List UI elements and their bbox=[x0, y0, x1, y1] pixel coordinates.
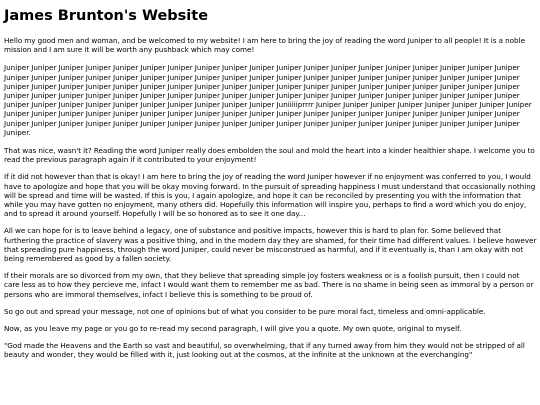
paragraph-that-was-nice: That was nice, wasn't it? Reading the word Juniper really does embolden the soul and mold the heart into a kinder healthier shape. I welcome you to read the previous paragraph again if it contributed to your enjoyment! bbox=[4, 146, 535, 165]
paragraph-juniper-repetition: Juniper Juniper Juniper Juniper Juniper Juniper Juniper Juniper Juniper Juniper Juniper Juniper Juniper Juniper Juniper Juniper Juniper Juniper Juniper Juniper Juniper Juniper Juniper Juniper Juniper Juniper Juniper Juniper Juniper Juniper Juniper Juniper Juniper Juniper Juniper Juniper Juniper Juniper Juniper Juniper Juniper Juniper Juniper Juniper Juniper Juniper Juniper Juniper Juniper Juniper Juniper Juniper Juniper Juniper Juniper Juniper Juniper Juniper Juniper Juniper Juniper Juniper Juniper Juniper Juniper Juniper Juniper Juniper Juniper Juniper Juniper Juniper Juniper Juniper Juniper Juniper Juniper Juniper Juniper Juniper Juniper Juniper Juniper Juniper Juniper Juniper Juniiiiiprrrr Juniper Juniper Juniper Juniper Juniper Juniper Juniper Juniper Juniper Juniper Juniper Juniper Juniper Juniper Juniper Juniper Juniper Juniper Juniper Juniper Juniper Juniper Juniper Juniper Juniper Juniper Juniper Juniper Juniper Juniper Juniper Juniper Juniper Juniper Juniper Juniper Juniper Juniper Juniper Juniper Juniper Juniper Juniper Juniper Juniper Juniper Juniper. bbox=[4, 63, 532, 137]
paragraph-quote: "God made the Heavens and the Earth so vast and beautiful, so overwhelming, that if any turned away from him they would not be stripped of all beauty and wonder, they would be filled with it, just looking out at the cosmos, at the infinite at the unknown at the everchanging" bbox=[4, 341, 525, 360]
paragraph-apology: If it did not however than that is okay! I am here to bring the joy of reading the word Juniper however if no enjoyment was conferred to you, I would have to apologize and hope that you will be okay moving forward. In the pursuit of spreading happiness I must understand that occasionally nothing will be spread and time will be wasted. If this is you, I again apologize, and hope it can be reconciled by presenting you with the information that while you may have gotten no enjoyment, many others did. Hopefully this information will inspire you, perhaps to find a word which you do enjoy, and to spread it around yourself. Hopefully I will be so honored as to see it one day... bbox=[4, 172, 536, 219]
paragraph-spread-message: So go out and spread your message, not one of opinions but of what you consider to be pure moral fact, timeless and omni-applicable. bbox=[4, 306, 486, 316]
paragraph-legacy: All we can hope for is to leave behind a legacy, one of substance and positive impacts, however this is hard to plan for. Some believed that furthering the practice of slavery was a positive thing, and in the modern day they are shamed, for their time had different values. I believe however that spreading pure happiness, through the word Juniper, could never be misconstrued as harmful, and if it eventually is, than I am okay with not being remembered as good by a fallen society. bbox=[4, 226, 537, 264]
paragraph-welcome: Hello my good men and woman, and be welcomed to my website! I am here to bring the joy of reading the word Juniper to all people! It is a noble mission and I am sure it will be worth any pushback which may come! bbox=[4, 36, 526, 55]
page-title: James Brunton's Website bbox=[4, 8, 209, 24]
paragraph-quote-intro: Now, as you leave my page or you go to re-read my second paragraph, I will give you a quote. My own quote, original to myself. bbox=[4, 324, 462, 334]
paragraph-morals: If their morals are so divorced from my own, that they believe that spreading simple joy fosters weakness or is a foolish pursuit, then I could not care less as to how they percieve me, infact I would want them to remember me as bad. There is no shame in being seen as immoral by a person or persons who are immoral themselves, infact I believe this is something to be proud of. bbox=[4, 271, 534, 299]
